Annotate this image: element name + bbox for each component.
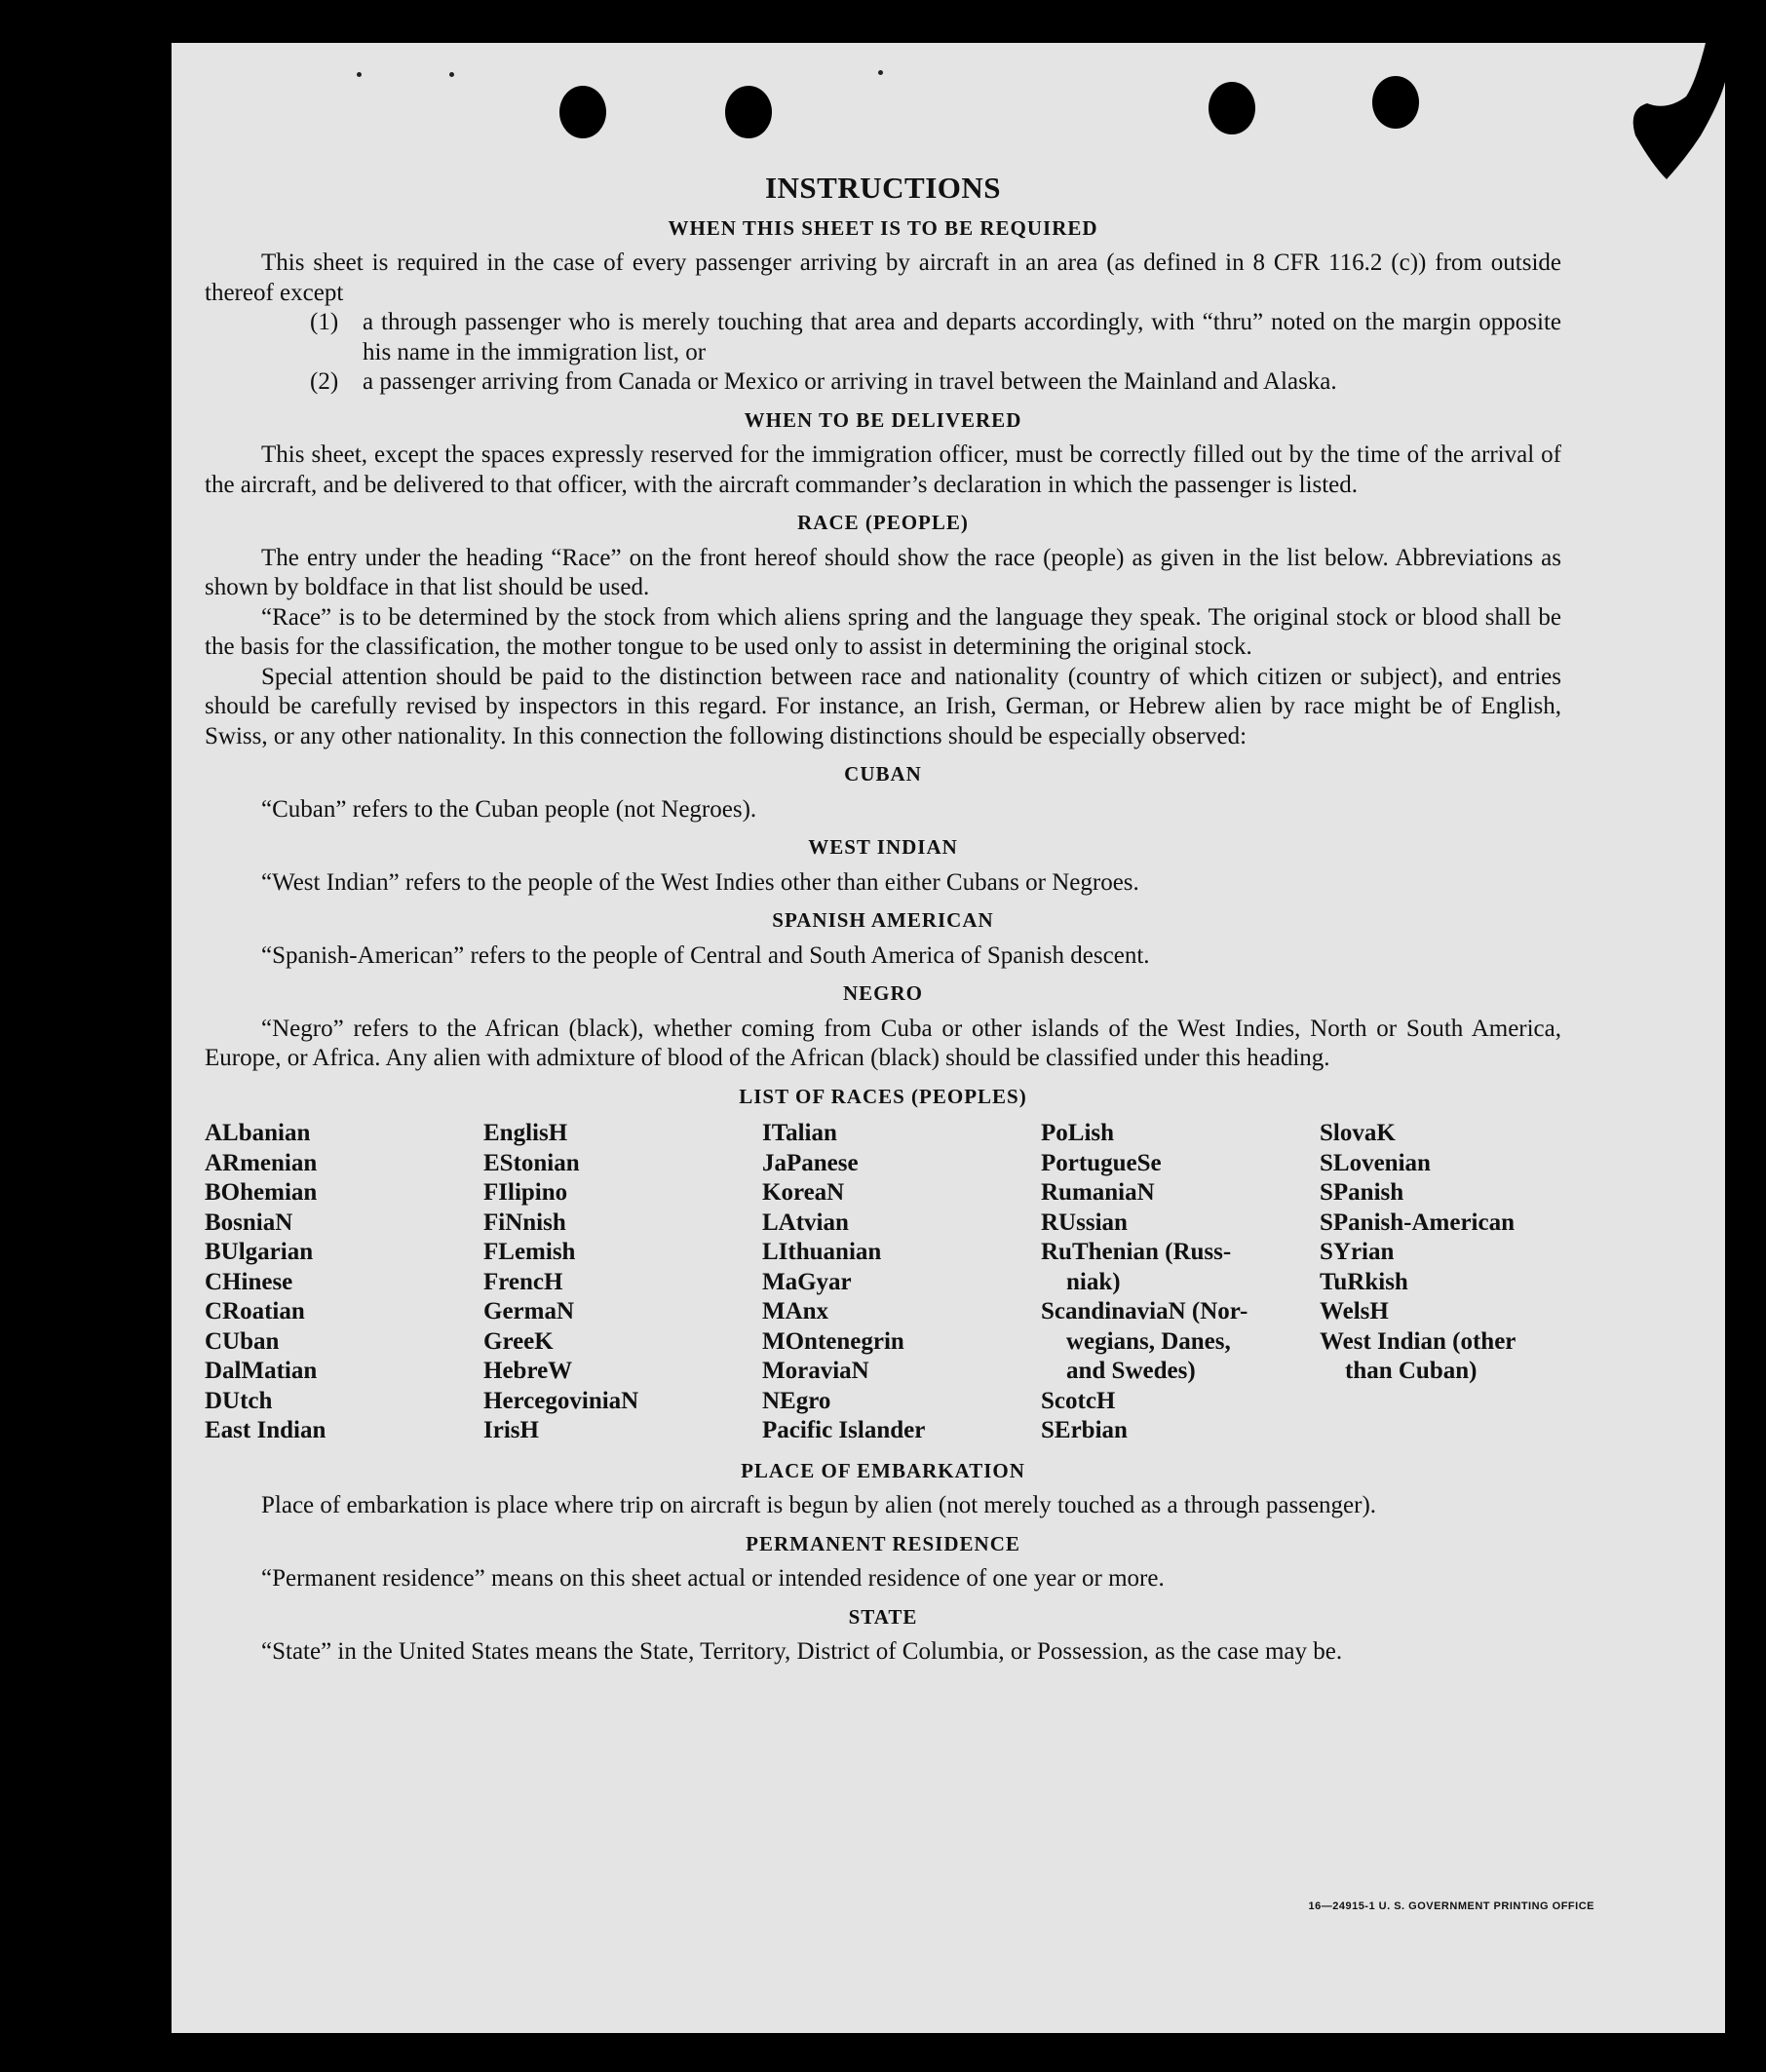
section-heading: NEGRO (842, 981, 923, 1005)
paragraph: The entry under the heading “Race” on the front hereof should show the race (people) as given in the list below. Abbreviations as shown by boldface in that list should be used. (205, 544, 1561, 600)
race-item: JaPanese (762, 1149, 859, 1176)
race-item: DalMatian (205, 1358, 318, 1384)
section-heading: PERMANENT RESIDENCE (746, 1531, 1020, 1555)
race-item: CRoatian (205, 1298, 305, 1324)
race-item-continuation: than Cuban) (1345, 1358, 1478, 1384)
page-title: INSTRUCTIONS (764, 171, 1001, 205)
section-heading: LIST OF RACES (PEOPLES) (739, 1084, 1027, 1108)
printer-imprint: 16—24915-1 U. S. GOVERNMENT PRINTING OFFICE (1308, 1900, 1594, 1912)
list-text: a through passenger who is merely touching that area and departs accordingly, with “thru” noted on the margin opposite his name in the immigration list, or (363, 309, 1561, 365)
race-item: MoraviaN (762, 1358, 869, 1384)
race-list (205, 1119, 1561, 1446)
race-item: FIlipino (483, 1179, 568, 1206)
paragraph: “Race” is to be determined by the stock from which aliens spring and the language they speak. The original stock or blood shall be the basis for the classification, the mother tongue to be used only to assist in determining the original stock. (205, 603, 1561, 660)
instructions-body (205, 173, 1561, 1668)
race-item: BosniaN (205, 1209, 293, 1236)
race-item: ITalian (762, 1120, 837, 1146)
race-item: SLovenian (1320, 1149, 1431, 1176)
race-item: PortugueSe (1041, 1149, 1162, 1176)
race-item: HercegoviniaN (483, 1387, 639, 1414)
race-item: SlovaK (1320, 1120, 1396, 1146)
race-item: SErbian (1041, 1417, 1128, 1443)
punch-hole (559, 86, 606, 138)
paragraph: “Negro” refers to the African (black), whether coming from Cuba or other islands of the West Indies, North or South America, Europe, or Africa. Any alien with admixture of blood of the African (black) should be classified under this heading. (205, 1015, 1561, 1071)
race-item: East Indian (205, 1417, 326, 1443)
race-item-continuation: wegians, Danes, (1066, 1327, 1231, 1355)
race-item: IrisH (483, 1417, 539, 1443)
race-item: West Indian (other (1320, 1327, 1516, 1355)
paragraph: “Permanent residence” means on this sheet actual or intended residence of one year or more. (261, 1565, 1165, 1592)
race-item: ScotcH (1041, 1387, 1116, 1414)
torn-corner (1559, 43, 1725, 189)
race-item: RumaniaN (1041, 1179, 1155, 1206)
race-item: HebreW (483, 1358, 573, 1384)
section-heading: WEST INDIAN (808, 835, 958, 859)
section-heading: WHEN THIS SHEET IS TO BE REQUIRED (668, 215, 1098, 240)
paragraph: “Spanish-American” refers to the people of Central and South America of Spanish descent. (261, 941, 1150, 969)
section-heading: RACE (PEOPLE) (797, 511, 969, 534)
race-item: MOntenegrin (762, 1327, 904, 1355)
section-heading: PLACE OF EMBARKATION (741, 1458, 1025, 1482)
race-item-continuation: and Swedes) (1066, 1358, 1196, 1384)
race-item: KoreaN (762, 1179, 845, 1206)
race-item: DUtch (205, 1387, 273, 1414)
punch-hole (1372, 76, 1419, 129)
list-text: a passenger arriving from Canada or Mexico or arriving in travel between the Mainland and Alaska. (363, 368, 1337, 395)
race-column (1320, 1119, 1561, 1446)
race-item: SPanish-American (1320, 1209, 1515, 1236)
race-item: MaGyar (762, 1268, 852, 1295)
race-item: LAtvian (762, 1209, 849, 1236)
race-item: NEgro (762, 1387, 831, 1414)
race-item: ALbanian (205, 1120, 311, 1146)
section-heading: SPANISH AMERICAN (772, 908, 994, 932)
race-item: RUssian (1041, 1209, 1128, 1236)
race-item-continuation: niak) (1066, 1268, 1121, 1295)
race-item: FLemish (483, 1239, 576, 1265)
race-column (205, 1119, 483, 1446)
race-item: SYrian (1320, 1239, 1395, 1265)
race-item: BUlgarian (205, 1239, 314, 1265)
race-item: TuRkish (1320, 1268, 1408, 1295)
race-item: GermaN (483, 1298, 575, 1324)
paragraph: “State” in the United States means the State, Territory, District of Columbia, or Possession, as the case may be. (261, 1638, 1343, 1665)
race-item: EnglisH (483, 1120, 568, 1146)
list-number: (2) (310, 368, 339, 395)
race-item: RuThenian (Russ- (1041, 1239, 1232, 1265)
race-item: GreeK (483, 1327, 554, 1355)
race-item: CUban (205, 1327, 280, 1355)
race-item: FrencH (483, 1268, 563, 1295)
paragraph: “West Indian” refers to the people of the West Indies other than either Cubans or Negroes. (261, 868, 1139, 896)
race-item: Pacific Islander (762, 1417, 926, 1443)
paragraph: Place of embarkation is place where trip on aircraft is begun by alien (not merely touched as a through passenger). (261, 1492, 1377, 1518)
speck (357, 72, 362, 77)
paragraph: “Cuban” refers to the Cuban people (not Negroes). (261, 795, 757, 823)
race-item: PoLish (1041, 1120, 1115, 1146)
race-item: BOhemian (205, 1179, 318, 1206)
paragraph: This sheet is required in the case of every passenger arriving by aircraft in an area (as defined in 8 CFR 116.2 (c)) from outside thereof except (205, 249, 1561, 306)
race-item: EStonian (483, 1149, 580, 1176)
race-column (1041, 1119, 1320, 1446)
race-item: SPanish (1320, 1179, 1404, 1206)
list-item (310, 367, 1561, 398)
speck (449, 72, 454, 77)
race-item: FiNnish (483, 1209, 566, 1236)
race-item: ScandinaviaN (Nor- (1041, 1298, 1248, 1324)
race-item: CHinese (205, 1268, 293, 1295)
paragraph: This sheet, except the spaces expressly reserved for the immigration officer, must be correctly filled out by the time of the arrival of the aircraft, and be delivered to that officer, with the aircraft commander’s declaration in which the passenger is listed. (205, 441, 1561, 498)
punch-hole (725, 86, 772, 138)
race-item: LIthuanian (762, 1239, 882, 1265)
paragraph: Special attention should be paid to the distinction between race and nationality (country of which citizen or subject), and entries should be carefully revised by inspectors in this regard. For instance, an Irish, German, or Hebrew alien by race might be of English, Swiss, or any other nationality. In this connection the following distinctions should be especially observed: (205, 663, 1561, 749)
race-item: ARmenian (205, 1149, 318, 1176)
race-column (762, 1119, 1041, 1446)
race-item: WelsH (1320, 1298, 1389, 1324)
section-heading: CUBAN (844, 762, 922, 786)
race-item: MAnx (762, 1298, 829, 1324)
speck (878, 70, 883, 75)
list-number: (1) (310, 309, 339, 335)
section-heading: STATE (848, 1604, 918, 1629)
section-heading: WHEN TO BE DELIVERED (744, 407, 1022, 432)
list-item (310, 308, 1561, 367)
punch-hole (1209, 82, 1255, 134)
race-column (483, 1119, 762, 1446)
